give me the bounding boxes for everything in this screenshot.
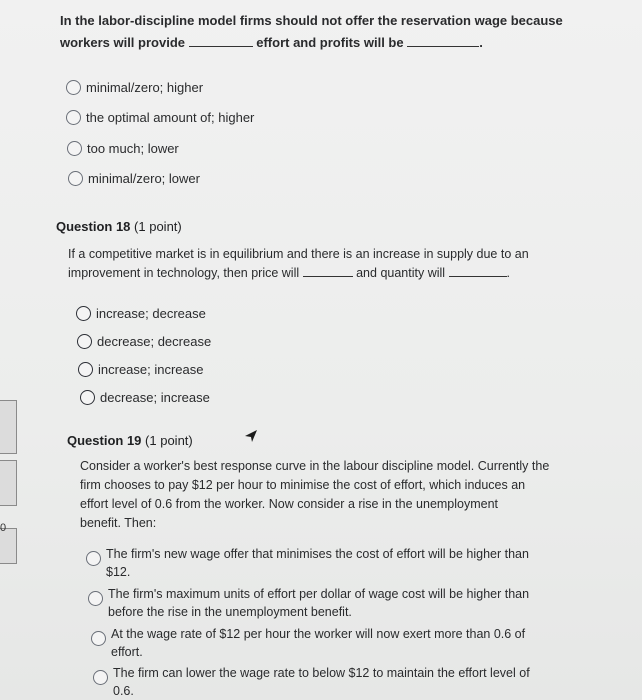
option-19-2[interactable]	[88, 585, 529, 621]
option-label: decrease; increase	[100, 390, 210, 405]
edge-strip	[0, 460, 17, 506]
option-prev-3[interactable]	[67, 141, 179, 156]
radio-button[interactable]	[91, 631, 106, 646]
option-18-2[interactable]	[77, 334, 211, 349]
edge-strip	[0, 400, 17, 454]
option-line: effort.	[111, 645, 143, 659]
option-label	[113, 664, 530, 700]
option-line: The firm can lower the wage rate to below $12 to maintain the effort level of	[113, 666, 530, 680]
mouse-cursor-icon	[243, 428, 259, 444]
stem-line-1: In the labor-discipline model firms should not offer the reservation wage because	[60, 13, 563, 28]
option-line: $12.	[106, 565, 131, 579]
stem-part: improvement in technology, then price will	[68, 266, 300, 280]
question-18-stem	[68, 245, 628, 283]
stem-line-2: firm chooses to pay $12 per hour to minimise the cost of effort, which induces an	[80, 478, 526, 492]
edge-glyph: 0	[0, 522, 7, 534]
option-19-4[interactable]	[93, 664, 530, 700]
question-18-heading	[56, 219, 182, 234]
option-19-1[interactable]	[86, 545, 529, 581]
blank	[449, 266, 507, 277]
option-label: increase; increase	[98, 362, 204, 377]
blank	[303, 266, 353, 277]
blank	[407, 36, 479, 47]
option-label: too much; lower	[87, 141, 179, 156]
option-label	[111, 625, 525, 661]
option-18-3[interactable]	[78, 362, 204, 377]
question-prev-stem	[60, 10, 630, 54]
option-prev-1[interactable]	[66, 80, 203, 95]
option-label: the optimal amount of; higher	[86, 110, 255, 125]
option-18-1[interactable]	[76, 306, 206, 321]
stem-part: .	[479, 35, 483, 50]
question-title: Question 18	[56, 219, 131, 234]
radio-button[interactable]	[88, 591, 103, 606]
option-label	[106, 545, 529, 581]
option-19-3[interactable]	[91, 625, 525, 661]
blank	[189, 36, 253, 47]
radio-button[interactable]	[68, 171, 83, 186]
option-label: minimal/zero; lower	[88, 171, 200, 186]
option-line: At the wage rate of $12 per hour the worker will now exert more than 0.6 of	[111, 627, 526, 641]
radio-button[interactable]	[76, 306, 91, 321]
stem-line-1: If a competitive market is in equilibrium and there is an increase in supply due to an	[68, 247, 529, 261]
option-18-4[interactable]	[80, 390, 210, 405]
stem-part: effort and profits will be	[256, 35, 404, 50]
stem-line-2	[68, 264, 628, 283]
stem-line-3: effort level of 0.6 from the worker. Now consider a rise in the unemployment	[80, 497, 499, 511]
stem-line-1: Consider a worker's best response curve in the labour discipline model. Currently the	[80, 459, 550, 473]
radio-button[interactable]	[66, 80, 81, 95]
question-points: (1 point)	[145, 433, 193, 448]
question-points: (1 point)	[134, 219, 182, 234]
question-19-heading	[67, 433, 193, 448]
stem-part: workers will provide	[60, 35, 185, 50]
radio-button[interactable]	[93, 670, 108, 685]
option-line: 0.6.	[113, 684, 134, 698]
stem-part: and quantity will	[356, 266, 446, 280]
option-line: before the rise in the unemployment benefit.	[108, 605, 352, 619]
option-label	[108, 585, 529, 621]
radio-button[interactable]	[77, 334, 92, 349]
radio-button[interactable]	[80, 390, 95, 405]
question-19-stem	[80, 457, 620, 533]
option-line: The firm's maximum units of effort per dollar of wage cost will be higher than	[108, 587, 530, 601]
option-label: decrease; decrease	[97, 334, 212, 349]
option-prev-4[interactable]	[68, 171, 200, 186]
radio-button[interactable]	[66, 110, 81, 125]
radio-button[interactable]	[67, 141, 82, 156]
option-label: minimal/zero; higher	[86, 80, 204, 95]
option-label: increase; decrease	[96, 306, 206, 321]
stem-part: .	[506, 266, 511, 280]
question-title: Question 19	[67, 433, 142, 448]
radio-button[interactable]	[78, 362, 93, 377]
option-prev-2[interactable]	[66, 110, 254, 125]
radio-button[interactable]	[86, 551, 101, 566]
stem-line-2	[60, 32, 630, 54]
stem-line-4: benefit. Then:	[80, 516, 157, 530]
option-line: The firm's new wage offer that minimises the cost of effort will be higher than	[106, 547, 529, 561]
